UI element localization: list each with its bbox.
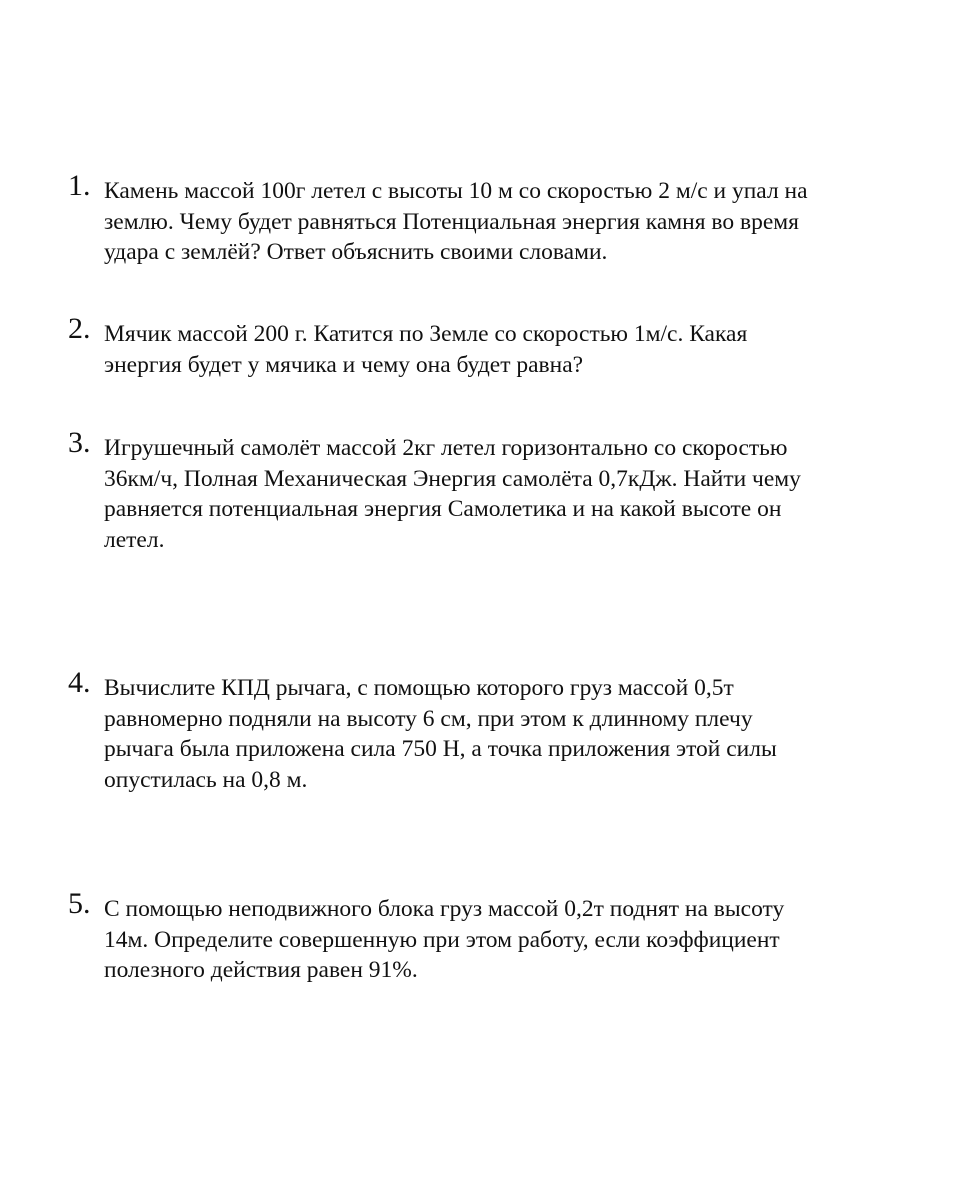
problem-text [104,176,934,268]
problem-text-line: энергия будет у мячика и чему она будет равна? [104,351,584,378]
problem-text-line: С помощью неподвижного блока груз массой 0,2т поднят на высоту [104,896,785,922]
problem-text [104,673,934,795]
problem-number: 4. [68,666,91,699]
problem-number: 5. [68,887,91,920]
problem-text-line: землю. Чему будет равняться Потенциальная энергия камня во время [104,208,799,235]
problem-text-line: Игрушечный самолёт массой 2кг летел горизонтально со скоростью [104,435,788,461]
problem-text-line: летел. [104,526,165,553]
problem-text-line: 14м. Определите совершенную при этом работу, если коэффициент [104,926,780,953]
problem-text-line: рычага была приложена сила 750 Н, а точка приложения этой силы [104,736,777,762]
problem-text [104,433,934,555]
problem-number: 1. [68,169,91,202]
problem-text [104,319,934,380]
problem-text-line: равномерно подняли на высоту 6 см, при этом к длинному плечу [104,705,753,732]
problem-number: 3. [68,426,91,459]
problem-text-line: равняется потенциальная энергия Самолетика и на какой высоте он [104,496,782,522]
problem-text-line: полезного действия равен 91%. [104,957,418,983]
problem-text-line: Камень массой 100г летел с высоты 10 м со скоростью 2 м/с и упал на [104,178,808,204]
problem-text-line: Мячик массой 200 г. Катится по Земле со скоростью 1м/с. Какая [104,321,748,347]
problem-text-line: удара с землёй? Ответ объяснить своими словами. [104,239,608,265]
problem-text-line: 36км/ч, Полная Механическая Энергия самолёта 0,7кДж. Найти чему [104,465,801,492]
problem-text [104,894,934,986]
problem-text-line: опустилась на 0,8 м. [104,766,308,793]
problem-number: 2. [68,312,91,345]
problem-text-line: Вычислите КПД рычага, с помощью которого груз массой 0,5т [104,675,734,701]
